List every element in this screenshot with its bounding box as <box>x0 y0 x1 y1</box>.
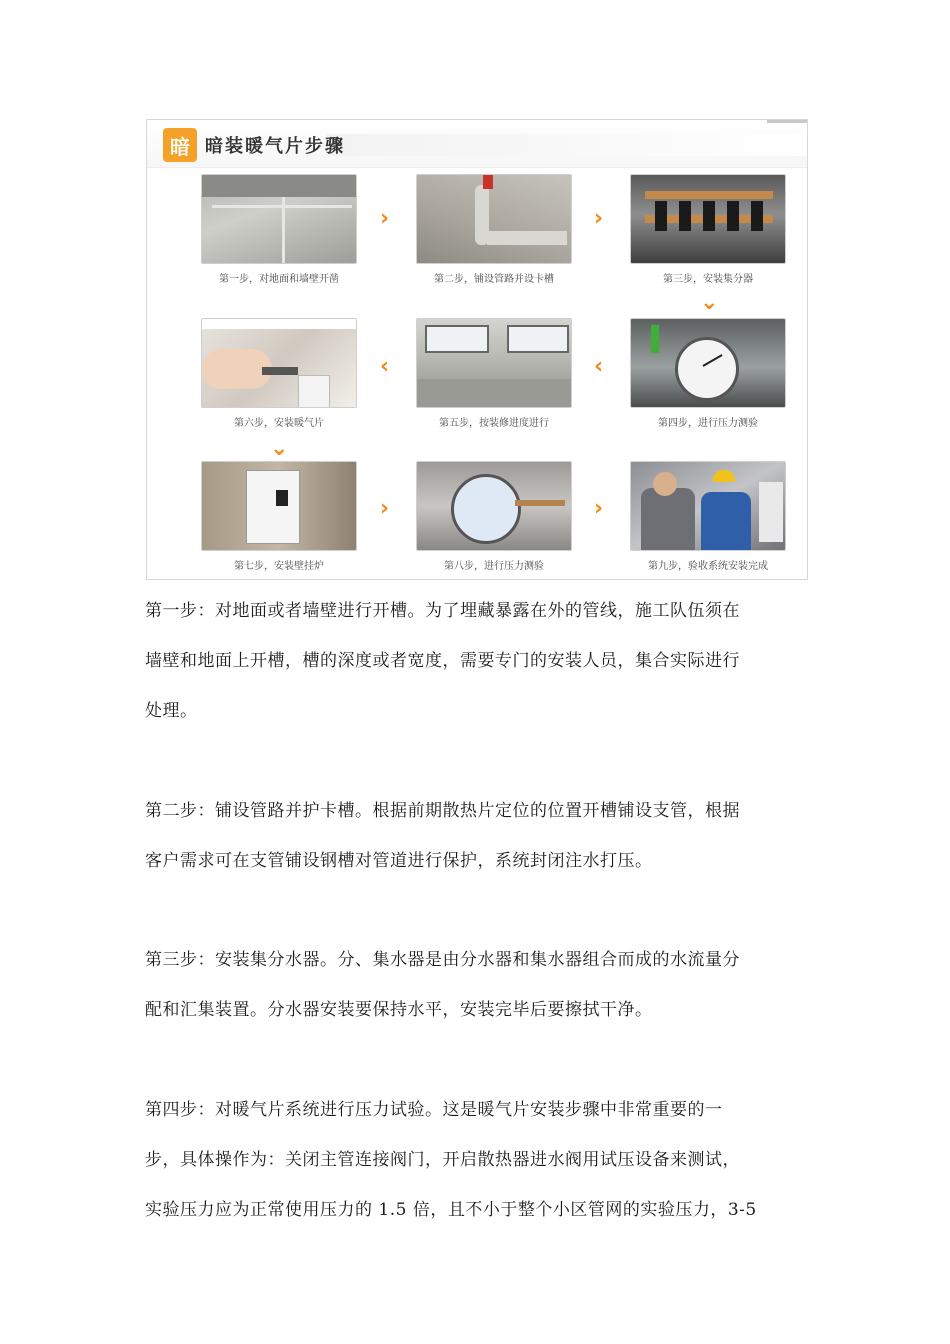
figure-title: 暗装暖气片步骤 <box>205 136 345 157</box>
arrow-right-icon: › <box>380 206 390 231</box>
step-caption: 第三步，安装集分器 <box>663 274 753 285</box>
installation-steps-figure <box>146 119 808 580</box>
header-rule <box>147 167 807 168</box>
inspection-photo <box>630 461 786 551</box>
pipe-laying-photo <box>416 174 572 264</box>
paragraph-step-2 <box>145 786 810 886</box>
paragraph-line: 第四步：对暖气片系统进行压力试验。这是暖气片安装步骤中非常重要的一 <box>145 1100 723 1120</box>
step-caption: 第七步，安装壁挂炉 <box>234 561 324 572</box>
arrow-right-icon: › <box>594 496 604 521</box>
paragraph-line: 墙壁和地面上开槽，槽的深度或者宽度，需要专门的安装人员，集合实际进行 <box>145 651 740 671</box>
wall-boiler-photo <box>201 461 357 551</box>
step-caption: 第五步，按装修进度进行 <box>439 418 549 429</box>
step-5 <box>416 318 572 429</box>
step-4 <box>630 318 786 429</box>
paragraph-line: 步，具体操作为：关闭主管连接阀门，开启散热器进水阀用试压设备来测试， <box>145 1150 740 1170</box>
step-2 <box>416 174 572 285</box>
step-9 <box>630 461 786 572</box>
paragraph-line: 第三步：安装集分水器。分、集水器是由分水器和集水器组合而成的水流量分 <box>145 950 740 970</box>
step-1 <box>201 174 357 285</box>
paragraph-line: 第二步：铺设管路并护卡槽。根据前期散热片定位的位置开槽铺设支管，根据 <box>145 801 740 821</box>
room-renovation-photo <box>416 318 572 408</box>
step-7 <box>201 461 357 572</box>
header-topline <box>767 120 807 123</box>
paragraph-step-4 <box>145 1085 810 1235</box>
paragraph-line: 实验压力应为正常使用压力的 1.5 倍，且不小于整个小区管网的实验压力，3-5 <box>145 1200 757 1220</box>
step-caption: 第二步，铺设管路并设卡槽 <box>434 274 554 285</box>
step-caption: 第一步，对地面和墙壁开凿 <box>219 274 339 285</box>
paragraph-step-3 <box>145 935 810 1035</box>
step-caption: 第九步，验收系统安装完成 <box>648 561 768 572</box>
paragraph-line: 客户需求可在支管铺设钢槽对管道进行保护，系统封闭注水打压。 <box>145 851 653 871</box>
arrow-down-icon: ⌄ <box>700 290 719 315</box>
arrow-right-icon: › <box>380 496 390 521</box>
step-6 <box>201 318 357 429</box>
pressure-gauge-photo <box>416 461 572 551</box>
arrow-down-icon: ⌄ <box>270 436 289 461</box>
arrow-left-icon: ‹ <box>380 354 390 379</box>
step-caption: 第六步，安装暖气片 <box>234 418 324 429</box>
paragraph-line: 处理。 <box>145 701 198 721</box>
paragraph-line: 配和汇集装置。分水器安装要保持水平，安装完毕后要擦拭干净。 <box>145 1000 653 1020</box>
paragraph-line: 第一步：对地面或者墙壁进行开槽。为了埋藏暴露在外的管线，施工队伍须在 <box>145 601 740 621</box>
wall-groove-photo <box>201 174 357 264</box>
arrow-right-icon: › <box>594 206 604 231</box>
header-band <box>327 134 807 156</box>
step-caption: 第八步，进行压力测验 <box>444 561 544 572</box>
arrow-left-icon: ‹ <box>594 354 604 379</box>
radiator-install-photo <box>201 318 357 408</box>
step-8 <box>416 461 572 572</box>
figure-header <box>147 120 807 168</box>
step-3 <box>630 174 786 285</box>
figure-badge: 暗 <box>163 128 197 162</box>
paragraph-step-1 <box>145 586 810 736</box>
manifold-photo <box>630 174 786 264</box>
step-caption: 第四步，进行压力测验 <box>658 418 758 429</box>
pressure-gauge-photo <box>630 318 786 408</box>
